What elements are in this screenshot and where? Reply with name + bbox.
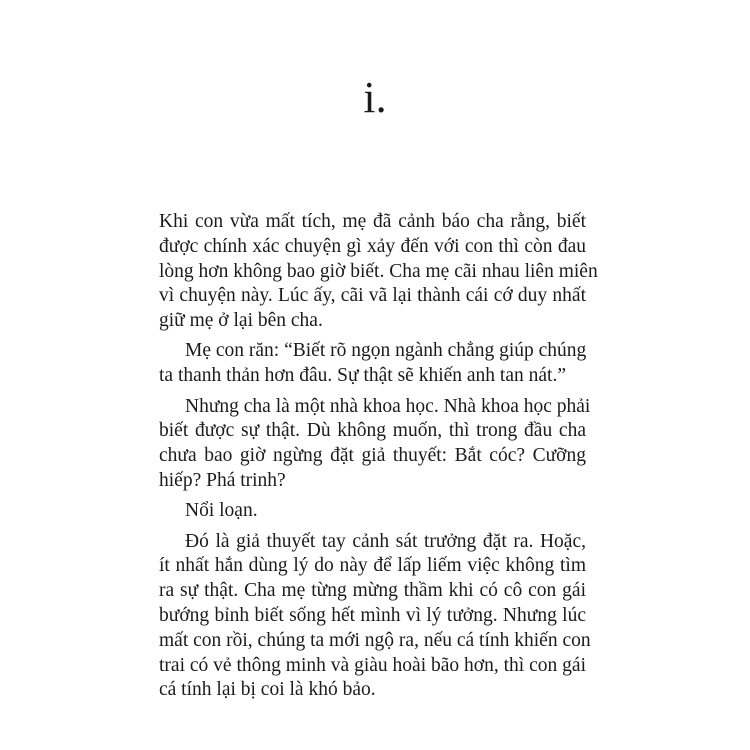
paragraph bbox=[159, 499, 586, 524]
text-line: biết được sự thật. Dù không muốn, thì trong đầu cha bbox=[159, 420, 586, 442]
body-text bbox=[159, 210, 598, 709]
text-line: Khi con vừa mất tích, mẹ đã cảnh báo cha rằng, biết bbox=[159, 211, 586, 232]
text-line: mất con rồi, chúng ta mới ngộ ra, nếu cá tính khiến con bbox=[159, 629, 591, 651]
paragraph bbox=[159, 395, 591, 494]
text-line: ta thanh thản hơn đâu. Sự thật sẽ khiến anh tan nát.” bbox=[159, 365, 566, 387]
text-line: bướng bỉnh biết sống hết mình vì lý tưởng. Nhưng lúc bbox=[159, 604, 586, 626]
text-line: chưa bao giờ ngừng đặt giả thuyết: Bắt cóc? Cưỡng bbox=[159, 445, 586, 467]
text-line: ít nhất hắn dùng lý do này để lấp liếm việc không tìm bbox=[159, 555, 586, 577]
text-line: ra sự thật. Cha mẹ từng mừng thầm khi có cô con gái bbox=[159, 580, 586, 602]
text-line: lòng hơn không bao giờ biết. Cha mẹ cãi nhau liên miên bbox=[159, 260, 598, 282]
text-line: Mẹ con răn: “Biết rõ ngọn ngành chẳng giúp chúng bbox=[185, 340, 587, 362]
text-line: cá tính lại bị coi là khó bảo. bbox=[159, 679, 376, 701]
paragraph bbox=[159, 530, 591, 704]
paragraph bbox=[159, 210, 598, 334]
text-line: trai có vẻ thông minh và giàu hoài bão hơn, thì con gái bbox=[159, 654, 586, 676]
text-line: Đó là giả thuyết tay cảnh sát trưởng đặt ra. Hoặc, bbox=[185, 530, 586, 552]
text-line: giữ mẹ ở lại bên cha. bbox=[159, 310, 323, 332]
chapter-heading: i. bbox=[363, 73, 387, 122]
text-line: Nhưng cha là một nhà khoa học. Nhà khoa học phải bbox=[185, 395, 591, 417]
text-line: Nổi loạn. bbox=[185, 500, 258, 522]
text-line: được chính xác chuyện gì xảy đến với con thì còn đau bbox=[159, 235, 586, 257]
text-line: hiếp? Phá trinh? bbox=[159, 469, 286, 491]
text-line: vì chuyện này. Lúc ấy, cãi vã lại thành cái cớ duy nhất bbox=[159, 285, 586, 307]
paragraph bbox=[159, 339, 586, 389]
